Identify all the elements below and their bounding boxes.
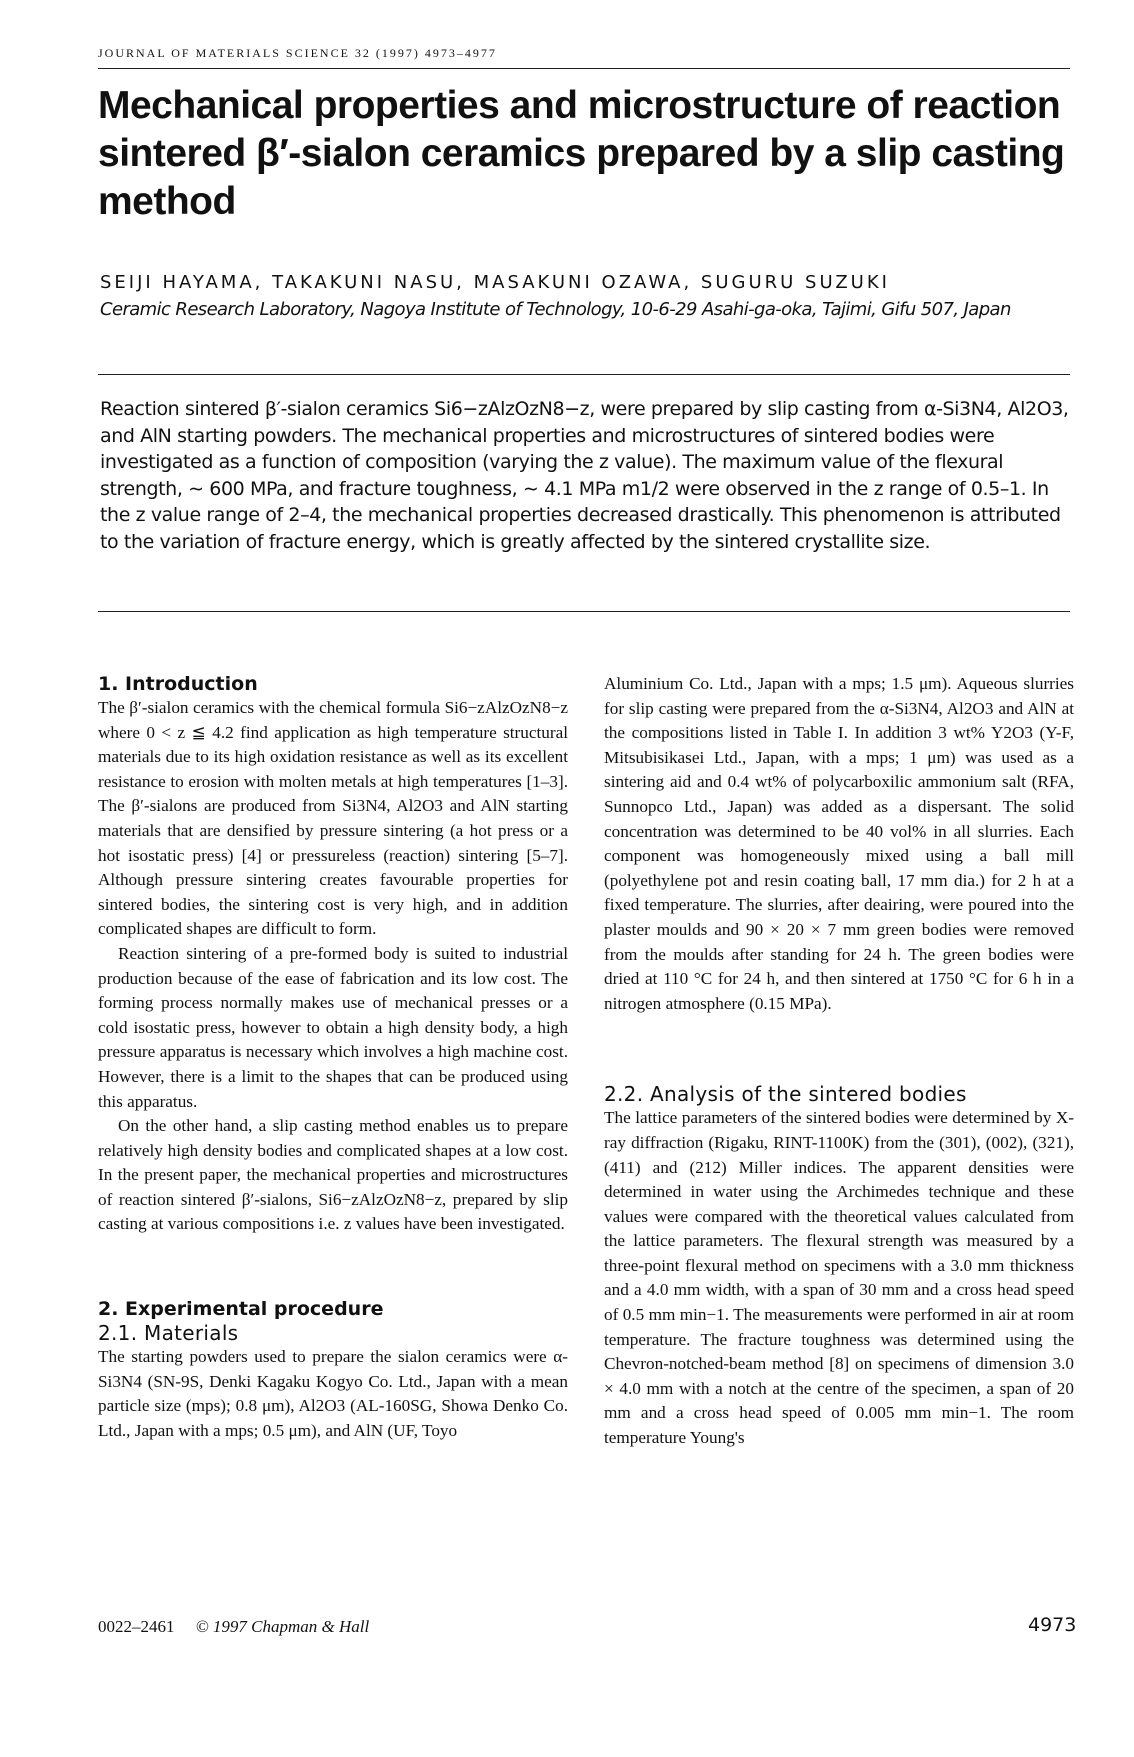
section-spacer [604, 1016, 1074, 1082]
materials-paragraph-continued: Aluminium Co. Ltd., Japan with a mps; 1.5 μm). Aqueous slurries for slip casting were prepared from the α-Si3N4, Al2O3 and AlN at the compositions listed in Table I. In addition 3 wt% Y2O3 (Y-F, Mitsubisikasei Ltd., Japan, with a mps; 1 μm) was used as a sintering aid and 0.4 wt% of polycarboxilic ammonium salt (RFA, Sunnopco Ltd., Japan) was added as a dispersant. The solid concentration was determined to be 40 vol% in all slurries. Each component was homogeneously mixed using a ball mill (polyethylene pot and resin coating ball, 17 mm dia.) for 2 h at a fixed temperature. The slurries, after deairing, were poured into the plaster moulds and 90 × 20 × 7 mm green bodies were removed from the moulds after standing for 24 h. The green bodies were dried at 110 °C for 24 h, and then sintered at 1750 °C for 6 h in a nitrogen atmosphere (0.15 MPa). [604, 674, 1074, 1013]
materials-paragraph: The starting powders used to prepare the sialon ceramics were α-Si3N4 (SN-9S, Denki Kagaku Kogyo Co. Ltd., Japan with a mean particle size (mps); 0.8 μm), Al2O3 (AL-160SG, Showa Denko Co. Ltd., Japan with a mps; 0.5 μm), and AlN (UF, Toyo [98, 1347, 568, 1440]
abstract-bottom-rule [98, 611, 1070, 612]
page-number: 4973 [1028, 1614, 1077, 1636]
header-rule [98, 68, 1070, 69]
author-list: SEIJI HAYAMA, TAKAKUNI NASU, MASAKUNI OZAWA, SUGURU SUZUKI [100, 272, 890, 293]
materials-heading: 2.1. Materials [98, 1321, 239, 1346]
introduction-paragraph-3: On the other hand, a slip casting method enables us to prepare relatively high density bodies and complicated shapes at a low cost. In the present paper, the mechanical properties and microstructures of reaction sintered β′-sialons, Si6−zAlzOzN8−z, prepared by slip casting at various compositions i.e. z values have been investigated. [98, 1116, 568, 1234]
right-column [604, 672, 1074, 1451]
introduction-paragraph-2: Reaction sintering of a pre-formed body is suited to industrial production because of the ease of fabrication and its low cost. The forming process normally makes use of mechanical presses or a cold isostatic press, however to obtain a high density body, a high pressure apparatus is necessary which involves a high machine cost. However, there is a limit to the shapes that can be produced using this apparatus. [98, 943, 568, 1111]
footer-issn-copyright [98, 1617, 369, 1637]
abstract-top-rule [98, 374, 1070, 375]
article-title: Mechanical properties and microstructure of reaction sintered β′-sialon ceramics prepared by a slip casting method [98, 84, 1065, 223]
abstract: Reaction sintered β′-sialon ceramics Si6−zAlzOzN8−z, were prepared by slip casting from α-Si3N4, Al2O3, and AlN starting powders. The mechanical properties and microstructures of sintered bodies were investigated as a function of composition (varying the z value). The maximum value of the flexural strength, ∼ 600 MPa, and fracture toughness, ∼ 4.1 MPa m1/2 were observed in the z range of 0.5–1. In the z value range of 2–4, the mechanical properties decreased drastically. This phenomenon is attributed to the variation of fracture energy, which is greatly affected by the sintered crystallite size. [100, 398, 1069, 553]
analysis-heading: 2.2. Analysis of the sintered bodies [604, 1082, 967, 1107]
copyright: © 1997 Chapman & Hall [195, 1617, 370, 1636]
introduction-paragraph-1: The β′-sialon ceramics with the chemical formula Si6−zAlzOzN8−z where 0 < z ≦ 4.2 find application as high temperature structural materials due to its high oxidation resistance as well as its excellent resistance to erosion with molten metals at high temperatures [1–3]. The β′-sialons are produced from Si3N4, Al2O3 and AlN starting materials that are densified by pressure sintering (a hot press or a hot isostatic press) [4] or pressureless (reaction) sintering [5–7]. Although pressure sintering creates favourable properties for sintered bodies, the sintering cost is very high, and in addition complicated shapes are difficult to form. [98, 698, 568, 939]
experimental-heading: 2. Experimental procedure [98, 1298, 384, 1321]
left-column [98, 672, 568, 1443]
issn: 0022–2461 [98, 1617, 175, 1636]
running-head: JOURNAL OF MATERIALS SCIENCE 32 (1997) 4973–4977 [98, 46, 497, 60]
section-spacer [98, 1237, 568, 1297]
introduction-heading: 1. Introduction [98, 673, 258, 695]
analysis-paragraph: The lattice parameters of the sintered bodies were determined by X-ray diffraction (Rigaku, RINT-1100K) from the (301), (002), (321), (411) and (212) Miller indices. The apparent densities were determined in water using the Archimedes technique and these values were compared with the theoretical values calculated from the lattice parameters. The flexural strength was measured by a three-point flexural method on specimens with a 3.0 mm thickness and a 4.0 mm width, with a span of 30 mm and a cross head speed of 0.5 mm min−1. The measurements were performed in air at room temperature. The fracture toughness was determined using the Chevron-notched-beam method [8] on specimens of dimension 3.0 × 4.0 mm with a notch at the centre of the specimen, a span of 20 mm and a cross head speed of 0.005 mm min−1. The room temperature Young's [604, 1108, 1074, 1448]
author-affiliation: Ceramic Research Laboratory, Nagoya Institute of Technology, 10-6-29 Asahi-ga-oka, Tajimi, Gifu 507, Japan [100, 299, 1011, 320]
